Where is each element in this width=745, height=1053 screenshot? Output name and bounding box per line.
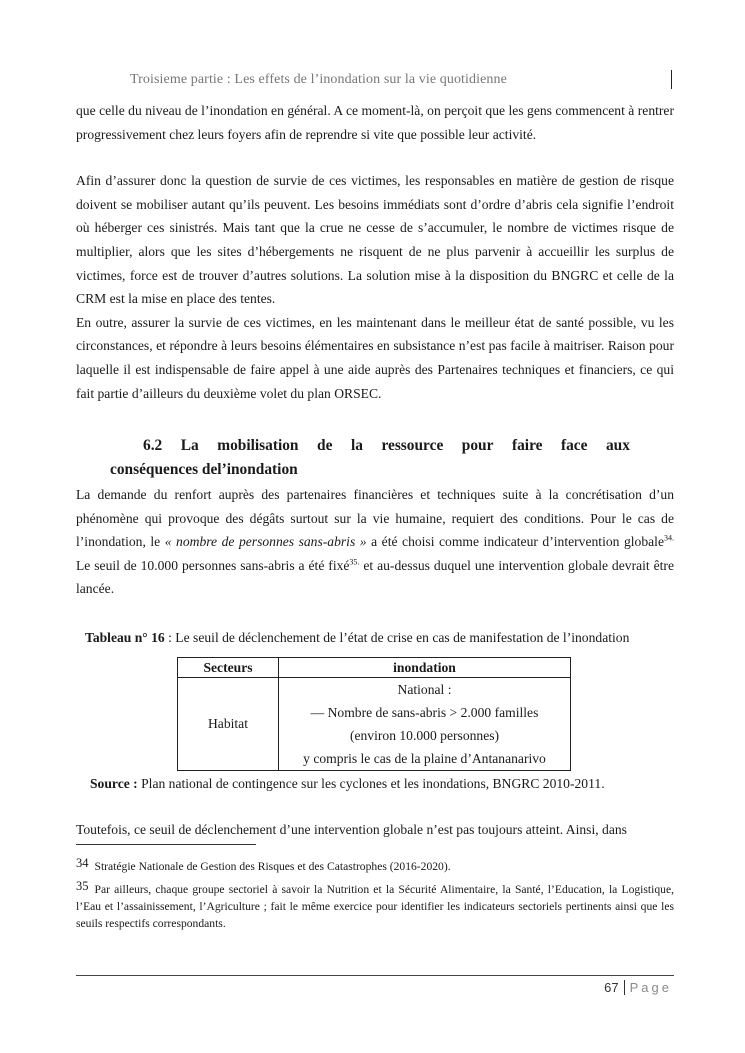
- footnote-ref: 35.: [349, 557, 360, 567]
- footer-rule: [76, 975, 674, 976]
- footnote: [76, 878, 674, 932]
- body-bottom: [76, 818, 674, 842]
- value-line: y compris le cas de la plaine d’Antananarivo: [303, 751, 546, 766]
- crisis-threshold-table: [177, 657, 571, 771]
- heading-word: de: [317, 437, 333, 454]
- page-footer: [604, 980, 672, 995]
- table-source: [90, 774, 605, 794]
- page-label: Page: [629, 980, 672, 995]
- running-header: Troisieme partie : Les effets de l’inondation sur la vie quotidienne: [130, 72, 507, 87]
- text-run: et au-dessus duquel une intervention globale devrait être lancée.: [76, 557, 674, 597]
- footnote: [76, 855, 674, 875]
- page-number: 67: [604, 980, 619, 995]
- paragraph: Toutefois, ce seuil de déclenchement d’une intervention globale n’est pas toujours atteint. Ainsi, dans: [76, 822, 627, 837]
- heading-word: ressource: [381, 437, 444, 454]
- heading-word: aux: [605, 437, 630, 454]
- footnote-separator: [76, 844, 256, 845]
- text-run: Le seuil de 10.000 personnes sans-abris a été fixé: [76, 557, 350, 573]
- source-label: Source :: [90, 776, 138, 791]
- table-caption-text: : Le seuil de déclenchement de l’état de crise en cas de manifestation de l’inondation: [164, 630, 630, 645]
- heading-word: faire: [511, 437, 543, 454]
- paragraph: [76, 483, 674, 601]
- footnote-text: Par ailleurs, chaque groupe sectoriel à savoir la Nutrition et la Sécurité Alimentaire, la Santé, l’Education, la Logistique, l’Eau et l’assainissement, l’Agriculture ; fait le même exercice pour identifier les indicateurs sectoriels pertinents ainsi que les seuils respectifs correspondants.: [76, 883, 674, 930]
- column-header: Secteurs: [178, 658, 279, 678]
- italic-term: « nombre de personnes sans-abris »: [164, 534, 367, 550]
- value-line: National :: [397, 682, 452, 697]
- section-heading: [110, 434, 630, 482]
- heading-word: face: [560, 437, 588, 454]
- section-heading-line2: conséquences del’inondation: [110, 461, 298, 478]
- table-header-row: [178, 658, 571, 678]
- paragraph: Afin d’assurer donc la question de survie de ces victimes, les responsables en matière de gestion de risque doivent se mobiliser autant qu’ils peuvent. Les besoins immédiats sont d’ordre d’abris cela signifie l’endroit où héberger ces sinistrés. Mais tant que la crue ne cesse de s’accumuler, le nombre de victimes risque de multiplier, alors que les sites d’hébergements ne risquent de ne plus parvenir à accueillir les surplus de victimes, force est de trouver d’autres solutions. La solution mise à la disposition du BNGRC et celle de la CRM est la mise en place des tentes.: [76, 173, 674, 307]
- footnote-number: 34: [76, 856, 89, 870]
- table-cell-value: [279, 678, 571, 771]
- footnotes: [76, 855, 674, 935]
- heading-word: la: [350, 437, 363, 454]
- body-top: [76, 99, 674, 405]
- table-cell-sector: Habitat: [178, 678, 279, 771]
- footer-separator: [624, 980, 625, 995]
- heading-word: mobilisation: [217, 437, 299, 454]
- footnote-ref: 34.: [663, 533, 674, 543]
- heading-word: La: [180, 437, 199, 454]
- footnote-text: Stratégie Nationale de Gestion des Risques et des Catastrophes (2016-2020).: [94, 860, 451, 873]
- text-run: a été choisi comme indicateur d’intervention globale: [366, 534, 664, 550]
- section-body: [76, 483, 674, 601]
- section-number: 6.2: [143, 437, 163, 454]
- section-heading-line1: [110, 434, 630, 458]
- table-caption-label: Tableau n° 16: [85, 630, 165, 645]
- text-run: La demande du renfort auprès des partenaires financières et techniques suite à la concrétisation d’un phénomène qui provoque des dégâts surtout sur la vie humaine, requiert des conditions. Pour le cas de l’inondation, le: [76, 487, 674, 550]
- source-text: Plan national de contingence sur les cyclones et les inondations, BNGRC 2010-2011.: [137, 776, 605, 791]
- table-caption: [85, 628, 629, 648]
- value-line: (environ 10.000 personnes): [349, 728, 500, 743]
- paragraph: En outre, assurer la survie de ces victimes, en les maintenant dans le meilleur état de santé possible, vu les circonstances, et répondre à leurs besoins élémentaires en subsistance n’est pas facile à maitriser. Raison pour laquelle il est indispensable de faire appel à une aide auprès des Partenaires techniques et financiers, ce qui fait partie d’ailleurs du deuxième volet du plan ORSEC.: [76, 314, 674, 401]
- header-vertical-rule: [671, 70, 672, 89]
- heading-word: pour: [461, 437, 494, 454]
- column-header: inondation: [279, 658, 571, 678]
- table-row: [178, 678, 571, 771]
- paragraph: que celle du niveau de l’inondation en général. A ce moment-là, on perçoit que les gens commencent à rentrer progressivement chez leurs foyers afin de reprendre si vite que possible leur activité.: [76, 103, 674, 142]
- value-line: — Nombre de sans-abris > 2.000 familles: [310, 705, 539, 720]
- footnote-number: 35: [76, 879, 89, 893]
